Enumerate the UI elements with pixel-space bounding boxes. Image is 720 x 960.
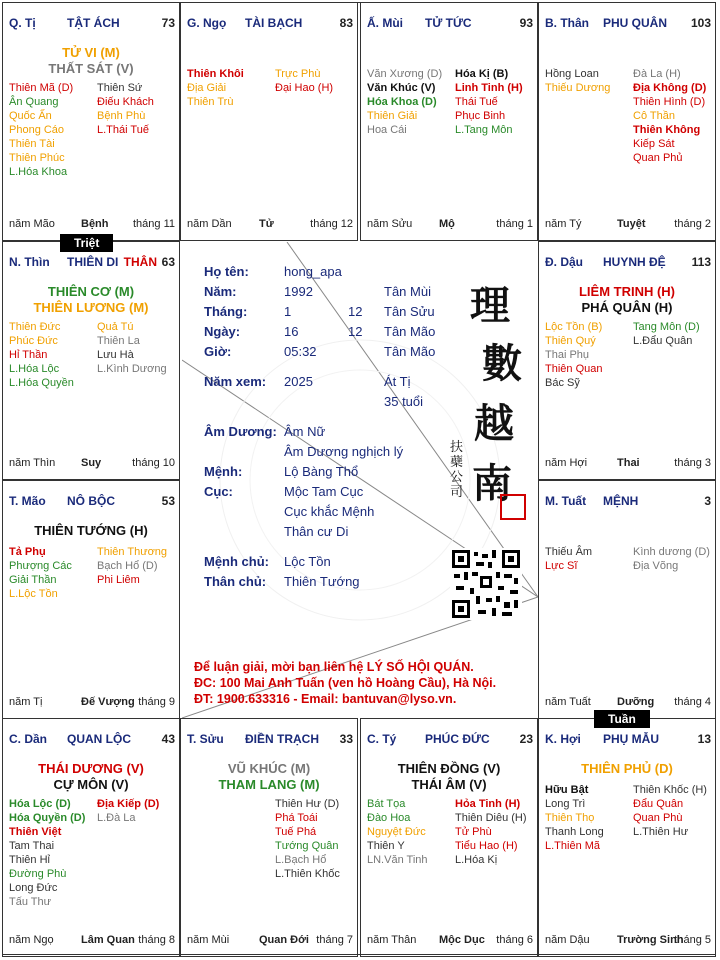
star-item: Thiên Việt (9, 826, 62, 838)
palace-branch: Đ. Dậu (545, 255, 584, 269)
right-star-column (97, 545, 182, 587)
month-value: 1 (284, 304, 292, 319)
red-seal-icon (500, 494, 526, 520)
left-star-column (9, 320, 94, 390)
star-item: Tuế Phá (275, 826, 317, 838)
hour-label: Giờ: (204, 344, 232, 359)
truong-sinh-stage: Quan Đới (259, 934, 309, 946)
palace-than (538, 2, 716, 241)
palace-number: 33 (339, 732, 353, 746)
right-star-column (97, 320, 182, 376)
star-item: Tả Phụ (9, 546, 46, 558)
star-item: Linh Tinh (H) (455, 82, 523, 94)
star-item: L.Đẩu Quân (633, 335, 693, 347)
palace-mao (2, 480, 180, 719)
palace-number: 23 (519, 732, 533, 746)
palace-year: năm Dậu (545, 934, 590, 946)
menh-value: Lộ Bàng Thổ (284, 464, 359, 479)
star-item: Tang Môn (D) (633, 321, 700, 333)
star-item: Tiểu Hao (H) (455, 840, 518, 852)
star-item: Địa Võng (633, 560, 679, 572)
center-info-panel (182, 242, 538, 718)
star-item: Thiên Quan (545, 363, 603, 375)
star-item: Bệnh Phù (97, 110, 146, 122)
star-item: Địa Giải (187, 82, 227, 94)
main-star: THIÊN LƯƠNG (M) (33, 300, 149, 315)
truong-sinh-stage: Tuyệt (617, 218, 646, 230)
palace-number: 3 (704, 494, 711, 508)
star-item: Phục Binh (455, 110, 506, 122)
star-item: Lưu Hà (97, 349, 134, 361)
star-item: Hoa Cái (367, 124, 407, 136)
palace-year: năm Hợi (545, 457, 588, 469)
main-star: THAM LANG (M) (218, 777, 320, 792)
than-chu-label: Thân chủ: (204, 574, 267, 589)
hour-value: 05:32 (284, 344, 317, 359)
palace-number: 43 (161, 732, 175, 746)
star-item: L.Hóa Kị (455, 854, 498, 866)
palace-year: năm Ngọ (9, 934, 54, 946)
palace-name: PHÚC ĐỨC (425, 732, 490, 746)
star-item: Hóa Kị (B) (455, 68, 509, 80)
right-star-column (455, 797, 540, 867)
truong-sinh-stage: Lâm Quan (81, 934, 135, 946)
star-item: Long Đức (9, 882, 58, 894)
palace-branch: T. Sửu (187, 732, 224, 746)
star-item: Thiên Hình (D) (633, 96, 706, 108)
main-star: THÁI DƯƠNG (V) (38, 761, 144, 776)
star-item: Thiên Thọ (545, 812, 595, 824)
star-item: Thiên Đức (9, 321, 61, 333)
palace-branch: Ấ. Mùi (367, 16, 403, 30)
palace-thin (2, 241, 180, 480)
truong-sinh-stage: Trường Sinh (617, 934, 684, 946)
star-item: Giải Thần (9, 574, 57, 586)
star-item: Thiên Hỉ (9, 854, 50, 866)
palace-number: 53 (161, 494, 175, 508)
left-star-column (545, 320, 630, 390)
right-star-column (275, 797, 360, 881)
star-item: Phong Cáo (9, 124, 65, 136)
palace-name: PHU QUÂN (603, 16, 668, 30)
star-item: Thiếu Âm (545, 546, 593, 558)
star-item: Thanh Long (545, 826, 604, 838)
star-item: Phượng Các (9, 560, 72, 572)
palace-year: năm Sửu (367, 218, 413, 230)
main-stars (3, 284, 179, 316)
palace-month: tháng 4 (674, 696, 711, 708)
star-item: Văn Xương (D) (367, 68, 443, 80)
amduong-label: Âm Dương: (204, 424, 277, 439)
palace-number: 113 (691, 255, 711, 269)
palace-number: 73 (161, 16, 175, 30)
star-item: Đường Phù (9, 868, 67, 880)
palace-branch: T. Mão (9, 494, 46, 508)
star-item: Hữu Bật (545, 784, 589, 796)
than-marker: THÂN (123, 255, 157, 269)
star-item: Ân Quang (9, 96, 59, 108)
star-item: Điếu Khách (97, 96, 154, 108)
palace-year: năm Mùi (187, 934, 230, 946)
palace-name: HUYNH ĐỆ (603, 255, 666, 269)
left-star-column (545, 783, 630, 853)
star-item: Long Trì (545, 798, 586, 810)
right-star-column (275, 67, 360, 95)
palace-name: NÔ BỘC (67, 494, 115, 508)
palace-year: năm Thân (367, 934, 417, 946)
star-item: L.Thiên Khốc (275, 868, 340, 880)
name-value: hong_apa (284, 264, 342, 279)
star-item: Quan Phù (633, 812, 683, 824)
main-star: CỰ MÔN (V) (53, 777, 129, 792)
palace-branch: M. Tuất (545, 494, 587, 508)
palace-year: năm Tuất (545, 696, 591, 708)
menh-chu-value: Lộc Tồn (284, 554, 331, 569)
star-item: Hỏa Tinh (H) (455, 798, 521, 810)
right-star-column (633, 67, 718, 165)
star-item: Bát Tọa (367, 798, 406, 810)
palace-number: 93 (519, 16, 533, 30)
contact-address: ĐC: 100 Mai Anh Tuấn (ven hồ Hoàng Cầu), Hà Nội. (194, 676, 497, 690)
left-star-column (367, 67, 452, 137)
than-chu-value: Thiên Tướng (284, 574, 360, 589)
star-item: Thai Phụ (545, 349, 590, 361)
star-item: Tướng Quân (275, 840, 339, 852)
palace-month: tháng 6 (496, 934, 533, 946)
star-item: Phá Toái (275, 812, 318, 824)
palace-name: THIÊN DI (67, 255, 119, 269)
star-item: Phúc Đức (9, 335, 58, 347)
truong-sinh-stage: Mộc Dục (439, 934, 485, 946)
star-item: Đại Hao (H) (275, 82, 334, 94)
hour-canchi: Tân Mão (384, 344, 436, 359)
star-item: Đào Hoa (367, 812, 411, 824)
palace-year: năm Mão (9, 218, 55, 230)
view-year-label: Năm xem: (204, 374, 267, 389)
palace-branch: B. Thân (545, 16, 589, 30)
truong-sinh-stage: Đế Vượng (81, 696, 135, 708)
palace-name: TỬ TỨC (425, 16, 472, 30)
palace-month: tháng 11 (132, 218, 175, 230)
star-item: Thiên Quý (545, 335, 596, 347)
right-star-column (633, 320, 718, 348)
left-star-column (545, 67, 630, 95)
star-item: Quả Tú (97, 321, 134, 333)
star-item: Kiếp Sát (633, 138, 675, 150)
star-item: L.Thái Tuế (97, 124, 149, 136)
star-item: Thiên Y (367, 840, 405, 852)
age-value: 35 tuổi (384, 394, 424, 409)
palace-month: tháng 12 (310, 218, 353, 230)
star-item: L.Hóa Lộc (9, 363, 60, 375)
triet-tag: Triệt (60, 234, 113, 252)
palace-name: TÀI BẠCH (245, 16, 303, 30)
calligraphy-char-3: 越 (474, 400, 514, 447)
star-item: Thiên Giải (367, 110, 418, 122)
star-item: Thiên Mã (D) (9, 82, 74, 94)
month-label: Tháng: (204, 304, 248, 319)
right-star-column (633, 783, 718, 839)
main-star: THIÊN TƯỚNG (H) (34, 523, 148, 538)
palace-number: 63 (161, 255, 175, 269)
palace-name: MỆNH (603, 494, 639, 508)
main-star: PHÁ QUÂN (H) (581, 300, 673, 315)
tuan-tag: Tuần (594, 710, 650, 728)
brand-subtext: 扶蘗公司 (450, 440, 464, 500)
star-item: Tấu Thư (9, 896, 52, 908)
day-label: Ngày: (204, 324, 241, 339)
main-stars (3, 523, 179, 539)
star-item: Hồng Loan (545, 68, 599, 80)
day-canchi: Tân Mão (384, 324, 436, 339)
left-star-column (545, 545, 630, 573)
palace-year: năm Tý (545, 218, 582, 230)
left-star-column (9, 797, 94, 909)
palace-suu (180, 718, 358, 957)
left-star-column (367, 797, 452, 867)
year-canchi: Tân Mùi (384, 284, 431, 299)
star-item: L.Tang Môn (455, 124, 513, 136)
truong-sinh-stage: Tử (259, 218, 274, 230)
star-item: Kình dương (D) (633, 546, 710, 558)
star-item: Lực Sĩ (545, 560, 578, 572)
palace-number: 103 (690, 16, 711, 30)
star-item: Thiên Khốc (H) (633, 784, 707, 796)
cuc-label: Cục: (204, 484, 233, 499)
main-star: THÁI ÂM (V) (411, 777, 487, 792)
qr-code-icon (450, 548, 522, 620)
contact-line-1: Để luận giải, mời bạn liên hệ LÝ SỐ HỘI QUÁN. (194, 660, 474, 674)
palace-month: tháng 9 (138, 696, 175, 708)
star-item: Bạch Hổ (D) (97, 560, 158, 572)
palace-month: tháng 8 (138, 934, 175, 946)
palace-tuat (538, 480, 716, 719)
palace-month: tháng 2 (674, 218, 711, 230)
main-stars (181, 761, 357, 793)
star-item: Thiên Sứ (97, 82, 143, 94)
palace-year: năm Thìn (9, 457, 56, 469)
main-star: TỬ VI (M) (62, 45, 120, 60)
left-star-column (9, 81, 94, 179)
right-star-column (97, 81, 182, 137)
star-item: Đẩu Quân (633, 798, 684, 810)
calligraphy-char-1: 理 (470, 282, 510, 329)
main-star: VŨ KHÚC (M) (227, 761, 311, 776)
main-stars (3, 761, 179, 793)
palace-name: PHỤ MẪU (603, 732, 659, 746)
month-canchi: Tân Sửu (384, 304, 435, 319)
year-value: 1992 (284, 284, 313, 299)
cuc-relation: Cục khắc Mệnh (284, 504, 375, 519)
palace-number: 13 (697, 732, 711, 746)
star-item: Lộc Tồn (B) (545, 321, 603, 333)
month-lunar: 12 (348, 304, 363, 319)
palace-mui (360, 2, 538, 241)
palace-branch: C. Dần (9, 732, 48, 746)
palace-dau (538, 241, 716, 480)
contact-phone-email[interactable]: ĐT: 1900.633316 - Email: bantuvan@lyso.vn. (194, 692, 457, 706)
palace-dan (2, 718, 180, 957)
star-item: Bác Sỹ (545, 377, 580, 389)
star-item: Nguyệt Đức (367, 826, 426, 838)
palace-month: tháng 5 (674, 934, 711, 946)
star-item: Thiên Tài (9, 138, 55, 150)
star-item: Thiên La (97, 335, 140, 347)
main-star: THIÊN ĐỒNG (V) (397, 761, 501, 776)
palace-branch: N. Thìn (9, 255, 50, 269)
left-star-column (187, 67, 272, 109)
star-item: Quốc Ấn (9, 110, 52, 122)
calligraphy-char-4: 南 (472, 460, 512, 507)
star-item: Phi Liêm (97, 574, 140, 586)
star-item: Tử Phù (455, 826, 492, 838)
star-item: Thiên Diêu (H) (455, 812, 527, 824)
palace-ty (2, 2, 180, 241)
main-stars (3, 45, 179, 77)
star-item: Hỉ Thần (9, 349, 48, 361)
year-label: Năm: (204, 284, 237, 299)
palace-branch: K. Hợi (545, 732, 581, 746)
star-item: Thiên Trù (187, 96, 234, 108)
day-value: 16 (284, 324, 299, 339)
star-item: Văn Khúc (V) (367, 82, 436, 94)
palace-branch: G. Ngọ (187, 16, 227, 30)
star-item: Cô Thần (633, 110, 675, 122)
menh-chu-label: Mệnh chủ: (204, 554, 269, 569)
main-stars (539, 284, 715, 316)
star-item: Đà La (H) (633, 68, 681, 80)
star-item: L.Hóa Khoa (9, 166, 68, 178)
star-item: Địa Không (D) (633, 82, 707, 94)
main-star: THIÊN CƠ (M) (47, 284, 135, 299)
name-label: Họ tên: (204, 264, 249, 279)
palace-month: tháng 7 (316, 934, 353, 946)
star-item: Thiên Hư (D) (275, 798, 340, 810)
day-lunar: 12 (348, 324, 363, 339)
star-item: Hóa Lộc (D) (9, 798, 71, 810)
main-stars (539, 761, 715, 777)
star-item: L.Hóa Quyền (9, 377, 74, 389)
main-star: THẤT SÁT (V) (48, 61, 134, 76)
truong-sinh-stage: Mộ (439, 218, 455, 230)
main-stars (361, 761, 537, 793)
star-item: L.Thiên Hư (633, 826, 689, 838)
than-position: Thân cư Di (284, 524, 349, 539)
right-star-column (97, 797, 182, 825)
star-item: Quan Phủ (633, 152, 683, 164)
star-item: Thái Tuế (455, 96, 498, 108)
palace-ti (360, 718, 538, 957)
palace-month: tháng 1 (496, 218, 533, 230)
star-item: Tam Thai (9, 840, 55, 852)
star-item: Thiên Thương (97, 546, 168, 558)
truong-sinh-stage: Dưỡng (617, 696, 655, 708)
view-year-value: 2025 (284, 374, 313, 389)
palace-name: QUAN LỘC (67, 732, 131, 746)
palace-year: năm Dần (187, 218, 232, 230)
palace-hoi (538, 718, 716, 957)
star-item: Thiên Không (633, 124, 701, 136)
palace-name: ĐIỀN TRẠCH (245, 732, 319, 746)
star-item: Hóa Quyền (D) (9, 812, 86, 824)
palace-ngo (180, 2, 358, 241)
main-star: THIÊN PHỦ (D) (581, 761, 673, 776)
star-item: L.Lộc Tồn (9, 588, 58, 600)
cuc-value: Mộc Tam Cục (284, 484, 364, 499)
star-item: L.Đà La (97, 812, 136, 824)
palace-year: năm Tị (9, 696, 43, 708)
star-item: Trực Phù (275, 68, 321, 80)
truong-sinh-stage: Suy (81, 457, 102, 469)
palace-number: 83 (339, 16, 353, 30)
amduong-note: Âm Dương nghịch lý (284, 444, 404, 459)
palace-branch: C. Tý (367, 732, 397, 746)
star-item: Hóa Khoa (D) (367, 96, 437, 108)
star-item: Thiên Phúc (9, 152, 65, 164)
left-star-column (9, 545, 94, 601)
palace-month: tháng 3 (674, 457, 711, 469)
palace-month: tháng 10 (132, 457, 175, 469)
truong-sinh-stage: Thai (617, 457, 640, 469)
calligraphy-char-2: 數 (482, 340, 522, 387)
amduong-value: Âm Nữ (284, 424, 326, 439)
menh-label: Mệnh: (204, 464, 243, 479)
star-item: LN.Văn Tinh (367, 854, 428, 866)
right-star-column (633, 545, 718, 573)
star-item: L.Thiên Mã (545, 840, 601, 852)
star-item: L.Bạch Hổ (275, 854, 327, 866)
star-item: Thiếu Dương (545, 82, 611, 94)
star-item: L.Kình Dương (97, 363, 167, 375)
right-star-column (455, 67, 540, 137)
main-star: LIÊM TRINH (H) (578, 284, 676, 299)
star-item: Địa Kiếp (D) (97, 798, 160, 810)
palace-branch: Q. Tị (9, 16, 36, 30)
view-year-canchi: Át Tị (384, 374, 411, 389)
truong-sinh-stage: Bệnh (81, 218, 109, 230)
palace-name: TẬT ÁCH (67, 16, 120, 30)
star-item: Thiên Khôi (187, 68, 244, 80)
